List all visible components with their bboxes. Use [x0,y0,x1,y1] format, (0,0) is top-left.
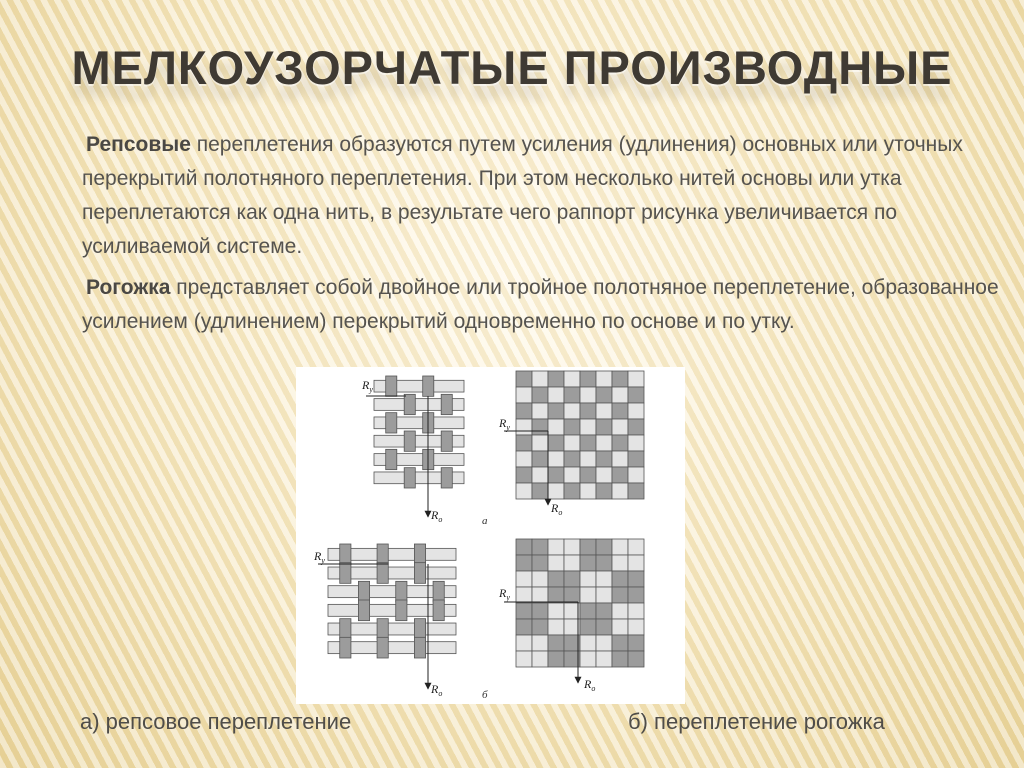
rep-warp-segment [386,376,397,396]
rogozhka-grid-cell [580,587,596,603]
rep-grid-cell [516,403,532,419]
text-rep: переплетения образуются путем усиления (удлинения) основных или уточных перекрытий полотняного переплетения. При этом несколько нитей основы или утка переплетаются как одна нить, в результате чего раппорт рисунка увеличивается по усиливаемой системе. [82,133,963,258]
rep-grid-cell [580,403,596,419]
rogozhka-warp-segment [433,600,444,621]
rep-grid-cell [580,483,596,499]
rep-grid-cell [532,371,548,387]
rogozhka-grid-cell [516,651,532,667]
rep-grid-cell [548,435,564,451]
rogozhka-grid-cell [532,603,548,619]
rep-grid-cell [596,483,612,499]
rep-warp-segment [441,394,452,414]
rep-warp-segment [441,468,452,488]
rep-warp-segment [386,413,397,433]
rogozhka-grid-cell [596,587,612,603]
rogozhka-grid-cell [548,539,564,555]
weave-figure [296,367,685,704]
rogozhka-grid-cell [596,651,612,667]
rogozhka-grid-cell [628,635,644,651]
rep-grid-cell [516,419,532,435]
rep-grid-cell [564,435,580,451]
ry-label-b2: $R_у$ [499,586,510,602]
rep-grid-cell [516,451,532,467]
slide-title: МЕЛКОУЗОРЧАТЫЕ ПРОИЗВОДНЫЕ [71,41,953,94]
rep-grid-cell [564,451,580,467]
rep-warp-segment [441,431,452,451]
rogozhka-grid-cell [612,635,628,651]
rep-grid-cell [596,451,612,467]
rogozhka-grid-cell [628,555,644,571]
rep-grid-cell [596,467,612,483]
ry-label-a2: $R_у$ [499,416,510,432]
rep-grid-cell [580,451,596,467]
rogozhka-warp-segment [414,619,425,640]
rogozhka-grid-cell [548,571,564,587]
rogozhka-grid-cell [612,619,628,635]
rogozhka-grid-cell [516,619,532,635]
rep-grid-cell [628,403,644,419]
ry-label-b1: $R_у$ [314,549,325,565]
rogozhka-grid-cell [580,651,596,667]
rogozhka-grid-cell [612,651,628,667]
rep-grid-cell [628,451,644,467]
ro-label-b1: $R_о$ [431,682,443,698]
rogozhka-grid-cell [580,571,596,587]
rogozhka-grid-cell [516,635,532,651]
rep-grid-cell [612,387,628,403]
caption-rep: а) репсовое переплетение [80,709,352,734]
rep-grid-cell [548,419,564,435]
rogozhka-grid-cell [532,587,548,603]
rep-grid-cell [564,387,580,403]
rogozhka-grid-cell [548,555,564,571]
rep-grid-cell [596,419,612,435]
term-rogozhka: Рогожка [86,276,171,299]
rogozhka-grid-cell [516,539,532,555]
rogozhka-grid-cell [516,571,532,587]
rogozhka-grid-cell [564,555,580,571]
rep-grid-cell [548,451,564,467]
rogozhka-warp-segment [396,600,407,621]
rogozhka-grid-cell [532,539,548,555]
rogozhka-warp-segment [396,581,407,602]
rogozhka-grid-cell [628,619,644,635]
rep-grid-cell [596,435,612,451]
rogozhka-grid-cell [628,587,644,603]
rep-grid-cell [548,371,564,387]
rep-grid-cell [612,419,628,435]
rogozhka-grid-cell [628,539,644,555]
rep-grid-cell [596,371,612,387]
rep-grid-cell [596,387,612,403]
term-rep: Репсовые [86,133,191,156]
rogozhka-grid-cell [612,539,628,555]
rep-grid-cell [564,467,580,483]
rogozhka-grid-cell [628,651,644,667]
rogozhka-grid-cell [548,651,564,667]
rep-grid-cell [612,451,628,467]
rep-grid-cell [612,403,628,419]
rogozhka-grid-cell [580,635,596,651]
rep-grid-cell [580,467,596,483]
rep-grid-cell [532,387,548,403]
rep-grid-cell [548,403,564,419]
rep-grid-cell [580,371,596,387]
rep-grid-cell [516,371,532,387]
rogozhka-grid-cell [596,619,612,635]
rep-grid-cell [612,371,628,387]
rep-grid-cell [564,483,580,499]
rogozhka-grid-cell [596,539,612,555]
rep-grid-cell [628,387,644,403]
rogozhka-warp-segment [340,619,351,640]
rep-warp-segment [404,431,415,451]
rep-grid-cell [628,371,644,387]
rogozhka-grid-cell [628,603,644,619]
rogozhka-warp-segment [414,637,425,658]
rogozhka-grid-cell [516,555,532,571]
ro-label-a2: $R_о$ [551,501,563,517]
rep-grid-cell [628,467,644,483]
rogozhka-grid-cell [532,571,548,587]
rogozhka-grid-cell [564,587,580,603]
rogozhka-grid-cell [628,571,644,587]
rep-grid-cell [628,483,644,499]
rep-warp-segment [404,468,415,488]
rogozhka-grid-cell [596,635,612,651]
caption-rogozhka: б) переплетение рогожка [628,709,885,734]
rep-grid-cell [532,467,548,483]
rogozhka-grid-cell [580,619,596,635]
rep-warp-segment [404,394,415,414]
ry-label-a1: $R_у$ [362,378,373,394]
rep-grid-cell [612,483,628,499]
rogozhka-grid-cell [596,555,612,571]
rogozhka-grid-cell [532,651,548,667]
rogozhka-grid-cell [532,619,548,635]
rep-grid-cell [532,419,548,435]
rogozhka-grid-cell [580,555,596,571]
rogozhka-grid-cell [532,555,548,571]
label-a: а [482,515,488,527]
rep-grid-cell [516,435,532,451]
rogozhka-warp-segment [340,637,351,658]
rogozhka-warp-segment [414,563,425,584]
label-b: б [482,689,488,701]
rogozhka-grid-cell [532,635,548,651]
weave-diagram [296,367,685,704]
rep-warp-segment [386,449,397,469]
rogozhka-warp-segment [377,637,388,658]
rogozhka-warp-segment [340,544,351,565]
rogozhka-warp-segment [377,619,388,640]
rogozhka-grid-cell [516,603,532,619]
rep-grid-cell [564,419,580,435]
rogozhka-grid-cell [548,635,564,651]
paragraph-rep [82,128,1002,264]
rogozhka-grid-cell [516,587,532,603]
paragraph-rogozhka [82,271,1002,339]
text-rogozhka: представляет собой двойное или тройное полотняное переплетение, образованное усилением (удлинением) перекрытий одновременно по основе и по утку. [82,276,999,333]
ro-label-a1: $R_о$ [431,508,443,524]
rogozhka-grid-cell [564,539,580,555]
rogozhka-warp-segment [433,581,444,602]
rep-warp-segment [423,376,434,396]
rep-grid-cell [532,451,548,467]
rep-grid-cell [628,419,644,435]
ro-label-b2: $R_о$ [584,677,596,693]
rep-grid-cell [564,371,580,387]
rep-grid-cell [596,403,612,419]
rep-grid-cell [612,467,628,483]
rep-grid-cell [564,403,580,419]
rep-grid-cell [612,435,628,451]
rogozhka-grid-cell [548,619,564,635]
rep-grid-cell [532,435,548,451]
rep-grid-cell [532,483,548,499]
rogozhka-grid-cell [612,571,628,587]
rogozhka-grid-cell [564,571,580,587]
rogozhka-warp-segment [377,544,388,565]
rogozhka-warp-segment [414,544,425,565]
rogozhka-grid-cell [612,555,628,571]
rep-grid-cell [548,483,564,499]
rep-grid-cell [532,403,548,419]
rogozhka-grid-cell [596,603,612,619]
rogozhka-warp-segment [340,563,351,584]
rogozhka-grid-cell [548,587,564,603]
rogozhka-warp-segment [358,581,369,602]
rogozhka-warp-segment [358,600,369,621]
rep-grid-cell [580,419,596,435]
rogozhka-grid-cell [580,539,596,555]
rep-grid-cell [516,387,532,403]
rogozhka-grid-cell [612,603,628,619]
rogozhka-grid-cell [596,571,612,587]
rep-grid-cell [628,435,644,451]
rogozhka-grid-cell [548,603,564,619]
rep-grid-cell [548,387,564,403]
rep-grid-cell [580,435,596,451]
rep-grid-cell [516,467,532,483]
rogozhka-grid-cell [612,587,628,603]
rep-grid-cell [548,467,564,483]
rogozhka-grid-cell [580,603,596,619]
rep-grid-cell [580,387,596,403]
rogozhka-warp-segment [377,563,388,584]
rep-grid-cell [516,483,532,499]
